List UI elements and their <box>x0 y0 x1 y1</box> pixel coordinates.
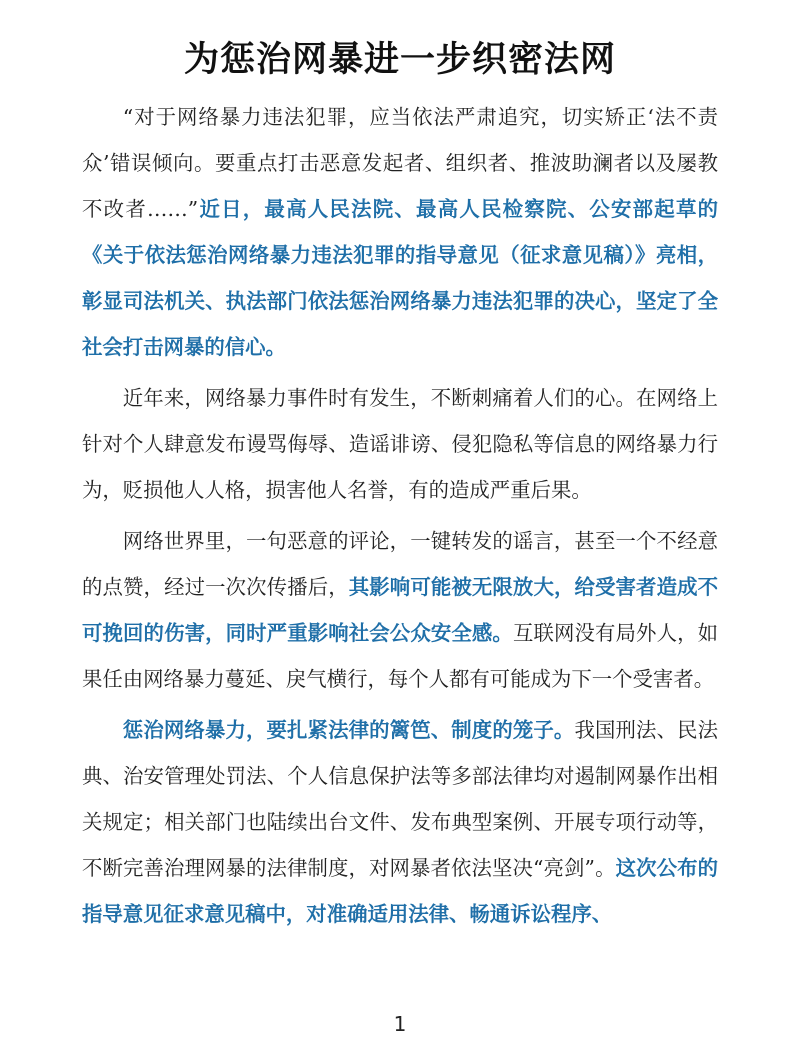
highlighted-text: 其影响可能被无限放大，给受害者造成不可挽回的伤害，同时严重影响社会公众安全感。 <box>82 575 718 645</box>
document-body <box>82 94 718 942</box>
paragraph <box>82 375 718 513</box>
paragraph <box>82 707 718 937</box>
paragraph-text: 互联网没有局外人，如果任由网络暴力蔓延、戾气横行，每个人都有可能成为下一个受害者。 <box>82 621 719 691</box>
paragraph <box>82 518 718 702</box>
document-title: 为惩治网暴进一步织密法网 <box>183 40 616 80</box>
highlighted-text: 惩治网络暴力，要扎紧法律的篱笆、制度的笼子。 <box>122 718 575 742</box>
paragraph-text: 近年来，网络暴力事件时有发生，不断刺痛着人们的心。在网络上针对个人肆意发布谩骂侮辱、造谣诽谤、侵犯隐私等信息的网络暴力行为，贬损他人人格，损害他人名誉，有的造成严重后果。 <box>82 386 718 502</box>
paragraph-text: 网络世界里，一句恶意的评论，一键转发的谣言，甚至一个不经意的点赞，经过一次次传播后， <box>82 529 718 599</box>
highlighted-text: 这次公布的指导意见征求意见稿中，对准确适用法律、畅通诉讼程序、 <box>82 856 718 926</box>
paragraph <box>82 94 718 370</box>
highlighted-text: 近日，最高人民法院、最高人民检察院、公安部起草的《关于依法惩治网络暴力违法犯罪的指导意见（征求意见稿）》亮相，彰显司法机关、执法部门依法惩治网络暴力违法犯罪的决心，坚定了全社会打击网暴的信心。 <box>82 197 718 359</box>
paragraph-text: “对于网络暴力违法犯罪，应当依法严肃追究，切实矫正‘法不责众’错误倾向。要重点打击恶意发起者、组织者、推波助澜者以及屡教不改者……” <box>82 105 718 221</box>
paragraph-text: 我国刑法、民法典、治安管理处罚法、个人信息保护法等多部法律均对遏制网暴作出相关规定；相关部门也陆续出台文件、发布典型案例、开展专项行动等，不断完善治理网暴的法律制度，对网暴者依法坚决“亮剑”。 <box>82 718 719 880</box>
page-number: 1 <box>393 1012 407 1036</box>
